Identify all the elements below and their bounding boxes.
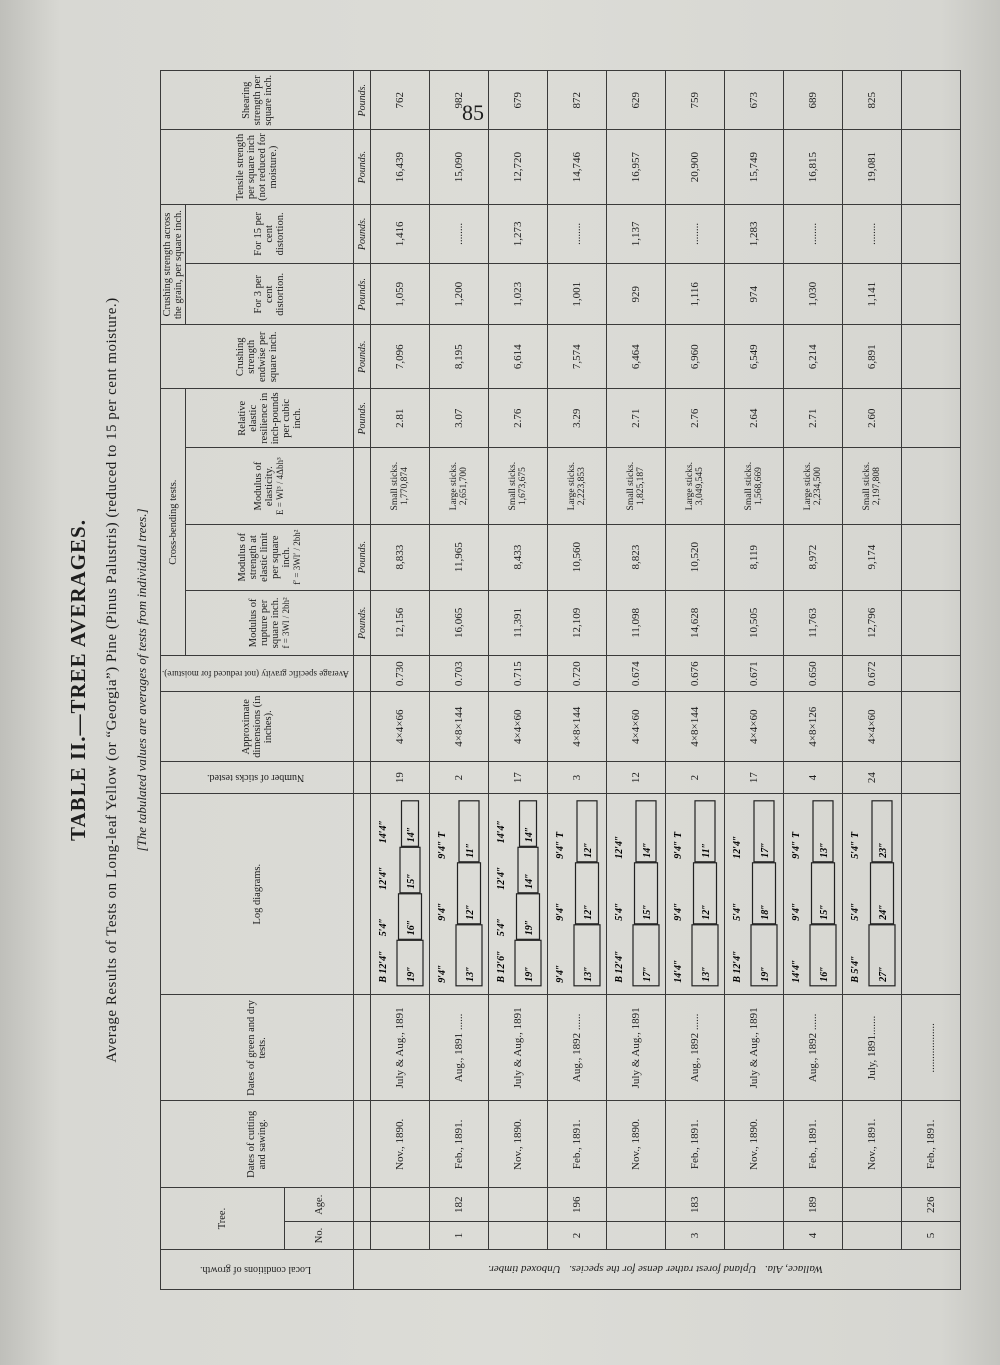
log-diagram-cell	[784, 794, 843, 995]
log-length-label: 5′4″	[496, 918, 508, 937]
elasticity-cell	[430, 448, 489, 524]
shear-cell: 982	[430, 71, 489, 131]
table-body	[354, 71, 961, 1290]
elastic-limit-cell: 9,174	[843, 524, 902, 590]
dimensions-cell: 4×8×126	[784, 692, 843, 762]
header-gravity: Average specific gravity (not reduced for moisture).	[161, 656, 354, 692]
tree-age-cell	[607, 1188, 666, 1222]
tree-no-cell: 3	[666, 1222, 725, 1250]
table-row	[784, 71, 843, 1290]
date-test-cell: ..................	[902, 995, 961, 1101]
header-tensile: Tensile strength per square inch (not reduced for moisture.)	[161, 130, 354, 204]
date-cut-cell: Nov., 1890.	[371, 1101, 430, 1188]
shear-cell: 673	[725, 71, 784, 131]
elasticity-cell	[843, 448, 902, 524]
header-elastic-limit: Modulus of strength at elastic limit per square inch. f′ = 3Wl′ / 2bh²	[186, 524, 354, 590]
log-diagram-cell	[548, 794, 607, 995]
date-cut-cell: Feb., 1891.	[430, 1101, 489, 1188]
tree-no-cell	[843, 1222, 902, 1250]
local-timber: Unboxed timber.	[487, 1263, 561, 1276]
elastic-limit-cell: 8,119	[725, 524, 784, 590]
table-note: [The tabulated values are averages of tests from individual trees.]	[134, 508, 149, 852]
sticks-cell: 2	[430, 762, 489, 794]
gravity-cell: 0.720	[548, 656, 607, 692]
date-cut-cell: Nov., 1890.	[725, 1101, 784, 1188]
elasticity-value: 3,049,545	[695, 467, 706, 506]
tree-age-cell	[489, 1188, 548, 1222]
log-diameter-label: 11″	[465, 843, 477, 859]
stick-size-label: Small sticks.	[862, 461, 873, 511]
sticks-cell: 17	[725, 762, 784, 794]
log-diameter-label: 14″	[406, 827, 418, 843]
log-diameter-label: 16″	[819, 966, 831, 983]
log-diagram	[372, 794, 428, 994]
date-test-cell: July & Aug., 1891	[489, 995, 548, 1101]
tensile-cell: 15,090	[430, 130, 489, 204]
crush-endwise-cell: 7,574	[548, 325, 607, 389]
tree-age-cell: 196	[548, 1188, 607, 1222]
tree-age-cell: 182	[430, 1188, 489, 1222]
log-diagram-cell	[666, 794, 725, 995]
log-length-label: 9′4″ T	[673, 832, 685, 860]
header-shear: Shearing strength per square inch.	[161, 71, 354, 131]
elasticity-cell	[548, 448, 607, 524]
table-row	[371, 71, 430, 1290]
gravity-cell: 0.671	[725, 656, 784, 692]
shear-cell	[902, 71, 961, 131]
log-length-label: 9′4″	[437, 902, 449, 922]
elasticity-value: 2,223,853	[577, 467, 588, 506]
dimensions-cell: 4×4×60	[725, 692, 784, 762]
tree-age-cell	[371, 1188, 430, 1222]
header-dates-test: Dates of green and dry tests.	[161, 995, 354, 1101]
crush-endwise-cell: 6,214	[784, 325, 843, 389]
dimensions-cell: 4×8×144	[548, 692, 607, 762]
crush-15-cell: 1,137	[607, 204, 666, 263]
elastic-limit-cell: 8,433	[489, 524, 548, 590]
log-length-label: B 12′6″	[496, 950, 508, 984]
log-length-label: 14′4″	[673, 959, 685, 984]
log-length-label: B 12′4″	[614, 950, 626, 984]
header-log-diagrams: Log diagrams.	[161, 794, 354, 995]
log-diameter-label: 18″	[760, 904, 772, 921]
log-diameter-label: 15″	[819, 904, 831, 921]
log-length-label: 5′4″	[732, 902, 744, 922]
log-diagram-cell	[489, 794, 548, 995]
log-diagram-cell	[843, 794, 902, 995]
sticks-cell: 17	[489, 762, 548, 794]
shear-cell: 629	[607, 71, 666, 131]
rupture-cell	[902, 590, 961, 656]
shear-cell: 679	[489, 71, 548, 131]
log-diameter-label: 13″	[465, 966, 477, 983]
resilience-cell: 3.07	[430, 389, 489, 448]
resilience-cell: 2.71	[607, 389, 666, 448]
log-diameter-label: 15″	[642, 904, 654, 921]
gravity-cell: 0.730	[371, 656, 430, 692]
log-diameter-label: 17″	[760, 842, 772, 859]
tensile-cell	[902, 130, 961, 204]
crush-endwise-cell: 6,960	[666, 325, 725, 389]
date-test-cell: Aug., 1892 ......	[548, 995, 607, 1101]
crush-endwise-cell: 6,464	[607, 325, 666, 389]
tree-no-cell	[371, 1222, 430, 1250]
sticks-cell: 2	[666, 762, 725, 794]
log-length-label: 12′4″	[614, 835, 626, 860]
crush-endwise-cell: 8,195	[430, 325, 489, 389]
date-test-cell: Aug., 1891 ......	[430, 995, 489, 1101]
crush-15-cell: 1,416	[371, 204, 430, 263]
log-diameter-label: 14″	[524, 827, 536, 843]
rupture-cell: 10,505	[725, 590, 784, 656]
dimensions-cell: 4×8×144	[666, 692, 725, 762]
crush-15-cell	[902, 204, 961, 263]
log-diameter-label: 24″	[878, 904, 890, 921]
header-crush-endwise: Crushing strength endwise per square inch.	[161, 325, 354, 389]
stick-size-label: Small sticks.	[390, 461, 401, 511]
tree-age-cell: 183	[666, 1188, 725, 1222]
crush-endwise-cell: 7,096	[371, 325, 430, 389]
log-length-label: 12′4″	[496, 866, 508, 891]
log-diagram	[844, 794, 900, 994]
log-diagram-cell	[607, 794, 666, 995]
date-test-cell: July, 1891.......	[843, 995, 902, 1101]
sticks-cell: 19	[371, 762, 430, 794]
table-row	[843, 71, 902, 1290]
gravity-cell: 0.676	[666, 656, 725, 692]
log-diagram	[431, 794, 487, 994]
elasticity-cell	[725, 448, 784, 524]
log-diagram	[903, 794, 959, 994]
crush-endwise-cell: 6,549	[725, 325, 784, 389]
shear-cell: 872	[548, 71, 607, 131]
elasticity-value: 2,651,700	[459, 467, 470, 506]
crush-3-cell: 1,023	[489, 264, 548, 325]
tensile-cell: 12,720	[489, 130, 548, 204]
crush-3-cell: 929	[607, 264, 666, 325]
crush-3-cell: 1,059	[371, 264, 430, 325]
log-diameter-label: 23″	[878, 842, 890, 859]
local-place: Wallace, Ala.	[764, 1263, 824, 1276]
resilience-cell: 2.60	[843, 389, 902, 448]
dimensions-cell	[902, 692, 961, 762]
resilience-cell: 3.29	[548, 389, 607, 448]
tensile-cell: 15,749	[725, 130, 784, 204]
rupture-cell: 11,763	[784, 590, 843, 656]
date-test-cell: July & Aug., 1891	[371, 995, 430, 1101]
elasticity-value: 2,234,500	[813, 467, 824, 506]
log-diagram-cell	[902, 794, 961, 995]
table-row	[666, 71, 725, 1290]
units-row: Wallace, Ala. Upland forest rather dense for the species. Unboxed timber. Pounds. Pounds. Pounds. Pounds. Pounds. Pounds. Pounds. Pounds.	[354, 71, 371, 1290]
elasticity-value: 1,673,675	[518, 467, 529, 506]
log-length-label: B 12′4″	[732, 950, 744, 984]
shear-cell: 689	[784, 71, 843, 131]
date-cut-cell: Feb., 1891.	[902, 1101, 961, 1188]
tree-no-cell	[489, 1222, 548, 1250]
log-length-label: 12′4″	[378, 866, 390, 891]
page-number: 85	[462, 100, 484, 125]
log-diameter-label: 16″	[406, 920, 418, 936]
log-diameter-label: 19″	[524, 966, 536, 983]
log-diameter-label: 19″	[406, 966, 418, 983]
crush-3-cell: 1,200	[430, 264, 489, 325]
header-rupture: Modulus of rupture per square inch. f = 3Wl / 2bh²	[186, 590, 354, 656]
date-test-cell: Aug., 1892 ......	[666, 995, 725, 1101]
resilience-cell: 2.64	[725, 389, 784, 448]
tensile-cell: 16,439	[371, 130, 430, 204]
date-cut-cell: Feb., 1891.	[548, 1101, 607, 1188]
rupture-cell: 14,628	[666, 590, 725, 656]
elasticity-value: 1,568,669	[754, 467, 765, 506]
tree-no-cell: 4	[784, 1222, 843, 1250]
log-length-label: 5′4″	[378, 918, 390, 937]
resilience-cell: 2.76	[489, 389, 548, 448]
resilience-cell: 2.81	[371, 389, 430, 448]
table-title: TABLE II.—TREE AVERAGES.	[66, 519, 90, 841]
crush-15-cell: ........	[548, 204, 607, 263]
rupture-cell: 11,098	[607, 590, 666, 656]
log-diagram	[726, 794, 782, 994]
header-sticks: Number of sticks tested.	[161, 762, 354, 794]
sticks-cell	[902, 762, 961, 794]
elasticity-cell	[666, 448, 725, 524]
elastic-limit-cell: 10,520	[666, 524, 725, 590]
stick-size-label: Small sticks.	[744, 461, 755, 511]
elastic-limit-cell: 8,823	[607, 524, 666, 590]
date-cut-cell: Feb., 1891.	[666, 1101, 725, 1188]
tree-no-cell: 1	[430, 1222, 489, 1250]
header-crush-15: For 15 per cent distortion.	[186, 204, 354, 263]
elasticity-cell	[784, 448, 843, 524]
crush-3-cell: 974	[725, 264, 784, 325]
log-diameter-label: 11″	[701, 843, 713, 859]
tensile-cell: 19,081	[843, 130, 902, 204]
tensile-cell: 16,815	[784, 130, 843, 204]
elasticity-cell	[902, 448, 961, 524]
table-row	[430, 71, 489, 1290]
local-forest: Upland forest rather dense for the species.	[568, 1263, 757, 1276]
dimensions-cell: 4×4×60	[489, 692, 548, 762]
tree-no-cell: 2	[548, 1222, 607, 1250]
header-cross-bending: Cross-bending tests.	[161, 389, 186, 656]
log-diameter-label: 15″	[406, 873, 418, 890]
gravity-cell: 0.715	[489, 656, 548, 692]
log-diameter-label: 13″	[583, 966, 595, 983]
gravity-cell: 0.672	[843, 656, 902, 692]
log-length-label: 14′4″	[791, 959, 803, 984]
shear-cell: 759	[666, 71, 725, 131]
dimensions-cell: 4×4×66	[371, 692, 430, 762]
log-diagram	[785, 794, 841, 994]
rupture-cell: 16,065	[430, 590, 489, 656]
header-resilience: Relative elastic resilience in inch-pounds per cubic inch.	[186, 389, 354, 448]
log-diagram-cell	[371, 794, 430, 995]
tree-age-cell: 189	[784, 1188, 843, 1222]
sticks-cell: 24	[843, 762, 902, 794]
log-diameter-label: 17″	[642, 966, 654, 983]
elastic-limit-cell: 8,833	[371, 524, 430, 590]
crush-3-cell	[902, 264, 961, 325]
log-diameter-label: 14″	[642, 842, 654, 859]
log-diameter-label: 19″	[524, 920, 536, 936]
log-diameter-label: 12″	[465, 904, 477, 921]
log-diameter-label: 14″	[524, 873, 536, 890]
log-diameter-label: 19″	[760, 966, 772, 983]
crush-15-cell: ........	[784, 204, 843, 263]
log-length-label: 9′4″	[555, 964, 567, 984]
gravity-cell: 0.703	[430, 656, 489, 692]
crush-15-cell: ........	[666, 204, 725, 263]
crush-3-cell: 1,001	[548, 264, 607, 325]
shear-cell: 825	[843, 71, 902, 131]
date-test-cell: July & Aug., 1891	[725, 995, 784, 1101]
header-no: No.	[285, 1222, 354, 1250]
date-cut-cell: Feb., 1891.	[784, 1101, 843, 1188]
crush-15-cell: 1,273	[489, 204, 548, 263]
elasticity-value: 1,825,187	[636, 467, 647, 506]
elastic-limit-cell: 8,972	[784, 524, 843, 590]
log-length-label: 9′4″ T	[791, 832, 803, 860]
log-diagram	[667, 794, 723, 994]
log-diagram	[549, 794, 605, 994]
table-row	[489, 71, 548, 1290]
log-length-label: 14′4″	[496, 820, 508, 844]
dimensions-cell: 4×4×60	[607, 692, 666, 762]
crush-3-cell: 1,030	[784, 264, 843, 325]
tree-no-cell	[607, 1222, 666, 1250]
header-crush-across: Crushing strength across the grain, per square inch.	[161, 204, 186, 325]
log-diagram-cell	[725, 794, 784, 995]
elasticity-cell	[489, 448, 548, 524]
sticks-cell: 4	[784, 762, 843, 794]
date-test-cell: Aug., 1892 ......	[784, 995, 843, 1101]
crush-15-cell: ........	[843, 204, 902, 263]
stick-size-label: Large sticks.	[803, 461, 814, 511]
log-diameter-label: 12″	[583, 904, 595, 921]
elasticity-cell	[371, 448, 430, 524]
date-cut-cell: Nov., 1891.	[843, 1101, 902, 1188]
crush-15-cell: 1,283	[725, 204, 784, 263]
sticks-cell: 12	[607, 762, 666, 794]
stick-size-label: Large sticks.	[449, 461, 460, 511]
log-length-label: B 5′4″	[850, 955, 862, 984]
shear-cell: 762	[371, 71, 430, 131]
table-row	[607, 71, 666, 1290]
header-tree: Tree.	[161, 1188, 285, 1249]
dimensions-cell: 4×4×60	[843, 692, 902, 762]
log-length-label: 9′4″	[437, 964, 449, 984]
elastic-limit-cell	[902, 524, 961, 590]
crush-3-cell: 1,141	[843, 264, 902, 325]
log-diagram	[490, 794, 546, 994]
log-diameter-label: 13″	[819, 842, 831, 859]
gravity-cell: 0.650	[784, 656, 843, 692]
log-length-label: 5′4″	[614, 902, 626, 922]
tensile-cell: 14,746	[548, 130, 607, 204]
data-table	[160, 70, 961, 1290]
header-dimensions: Approximate dimensions (in inches).	[161, 692, 354, 762]
log-length-label: B 12′4″	[378, 950, 390, 984]
tensile-cell: 20,900	[666, 130, 725, 204]
log-length-label: 14′4″	[378, 820, 390, 844]
tree-age-cell: 226	[902, 1188, 961, 1222]
tensile-cell: 16,957	[607, 130, 666, 204]
tree-age-cell	[725, 1188, 784, 1222]
log-diagram-cell	[430, 794, 489, 995]
log-diameter-label: 12″	[701, 904, 713, 921]
table-subtitle: Average Results of Tests on Long-leaf Yellow (or “Georgia”) Pine (Pinus Palustris) (reduced to 15 per cent moisture.)	[104, 297, 120, 1063]
tree-no-cell	[725, 1222, 784, 1250]
log-length-label: 9′4″	[555, 902, 567, 922]
date-cut-cell: Nov., 1890.	[489, 1101, 548, 1188]
stick-size-label: Small sticks.	[508, 461, 519, 511]
date-test-cell: July & Aug., 1891	[607, 995, 666, 1101]
tree-no-cell: 5	[902, 1222, 961, 1250]
resilience-cell	[902, 389, 961, 448]
log-length-label: 9′4″	[673, 902, 685, 922]
header-local: Local conditions of growth.	[161, 1249, 354, 1289]
date-cut-cell: Nov., 1890.	[607, 1101, 666, 1188]
log-length-label: 12′4″	[732, 835, 744, 860]
header-dates-cut: Dates of cutting and sawing.	[161, 1101, 354, 1188]
rupture-cell: 12,156	[371, 590, 430, 656]
log-diagram	[608, 794, 664, 994]
elasticity-value: 1,770,874	[400, 467, 411, 506]
rupture-cell: 12,109	[548, 590, 607, 656]
rupture-cell: 12,796	[843, 590, 902, 656]
stick-size-label: Large sticks.	[567, 461, 578, 511]
dimensions-cell: 4×8×144	[430, 692, 489, 762]
crush-15-cell: ........	[430, 204, 489, 263]
log-length-label: 5′4″ T	[850, 832, 862, 860]
elasticity-value: 2,197,808	[872, 467, 883, 506]
log-length-label: 9′4″ T	[555, 832, 567, 860]
header-elasticity: Modulus of elasticity. E = Wl³ / 4Δbh³	[186, 448, 354, 524]
log-diameter-label: 12″	[583, 842, 595, 859]
log-diameter-label: 27″	[878, 966, 890, 983]
log-length-label: 9′4″ T	[437, 832, 449, 860]
crush-3-cell: 1,116	[666, 264, 725, 325]
table-row	[548, 71, 607, 1290]
log-length-label: 9′4″	[791, 902, 803, 922]
header-crush-3: For 3 per cent distortion.	[186, 264, 354, 325]
gravity-cell: 0.674	[607, 656, 666, 692]
rotated-table-frame	[60, 70, 940, 1290]
resilience-cell: 2.76	[666, 389, 725, 448]
crush-endwise-cell: 6,614	[489, 325, 548, 389]
log-length-label: 5′4″	[850, 902, 862, 922]
elastic-limit-cell: 10,560	[548, 524, 607, 590]
local-conditions-cell	[354, 1249, 961, 1289]
table-row	[725, 71, 784, 1290]
stick-size-label: Small sticks.	[626, 461, 637, 511]
crush-endwise-cell	[902, 325, 961, 389]
elasticity-cell	[607, 448, 666, 524]
rupture-cell: 11,391	[489, 590, 548, 656]
log-diameter-label: 13″	[701, 966, 713, 983]
header-age: Age.	[285, 1188, 354, 1222]
crush-endwise-cell: 6,891	[843, 325, 902, 389]
sticks-cell: 3	[548, 762, 607, 794]
resilience-cell: 2.71	[784, 389, 843, 448]
table-row	[902, 71, 961, 1290]
elastic-limit-cell: 11,965	[430, 524, 489, 590]
gravity-cell	[902, 656, 961, 692]
stick-size-label: Large sticks.	[685, 461, 696, 511]
tree-age-cell	[843, 1188, 902, 1222]
